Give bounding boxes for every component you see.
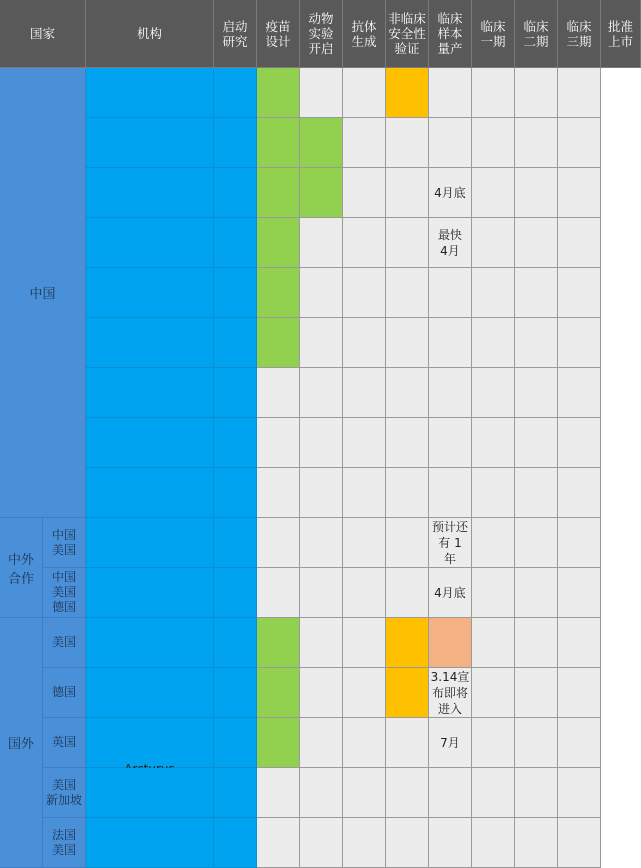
stage-cell-s5: [343, 318, 386, 368]
stage-cell-s3: [257, 68, 300, 118]
stage-cell-s8: [472, 668, 515, 718]
stage-cell-s3: [257, 618, 300, 668]
stage-cell-s8: [472, 318, 515, 368]
stage-cell-s6: [386, 818, 429, 868]
stage-cell-s3: [257, 318, 300, 368]
stage-cell-s7: [429, 618, 472, 668]
header-s1: 启动 研究: [214, 0, 257, 68]
stage-cell-s7: 7月: [429, 718, 472, 768]
stage-cell-s10: [558, 318, 601, 368]
stage-cell-s2: [214, 568, 257, 618]
stage-cell-s2: [214, 418, 257, 468]
stage-cell-s5: [343, 368, 386, 418]
country-subgroup: 法国 美国: [43, 818, 86, 868]
stage-cell-s1: [86, 818, 214, 868]
stage-cell-s3: [257, 268, 300, 318]
country-subgroup: 美国 新加坡: [43, 768, 86, 818]
stage-cell-s8: [472, 518, 515, 568]
stage-cell-s9: [515, 568, 558, 618]
header-s6: 临床 样本 量产: [429, 0, 472, 68]
stage-cell-s8: [472, 418, 515, 468]
stage-cell-s10: [558, 718, 601, 768]
stage-cell-s2: [214, 218, 257, 268]
stage-cell-s1: [86, 768, 214, 818]
header-inst: 机构: [86, 0, 214, 68]
stage-cell-s9: [515, 668, 558, 718]
stage-cell-s3: [257, 418, 300, 468]
stage-cell-s2: [214, 718, 257, 768]
stage-cell-s10: [558, 268, 601, 318]
stage-cell-s9: [515, 168, 558, 218]
stage-cell-s10: [558, 368, 601, 418]
stage-cell-s9: [515, 118, 558, 168]
header-s9: 临床 三期: [558, 0, 601, 68]
stage-cell-s3: [257, 718, 300, 768]
stage-cell-s3: [257, 468, 300, 518]
stage-cell-s7: [429, 768, 472, 818]
stage-cell-s5: [343, 418, 386, 468]
stage-cell-s1: [86, 668, 214, 718]
stage-cell-s5: [343, 268, 386, 318]
stage-cell-s4: [300, 768, 343, 818]
country-subgroup: 美国: [43, 618, 86, 668]
stage-cell-s4: [300, 818, 343, 868]
stage-cell-s2: [214, 518, 257, 568]
stage-cell-s10: [558, 568, 601, 618]
stage-cell-s3: [257, 118, 300, 168]
country-subgroup: 中国 美国 德国: [43, 568, 86, 618]
stage-cell-s5: [343, 818, 386, 868]
stage-cell-s5: [343, 568, 386, 618]
stage-cell-s9: [515, 268, 558, 318]
stage-cell-s8: [472, 268, 515, 318]
stage-cell-s10: [558, 68, 601, 118]
stage-cell-s2: [214, 768, 257, 818]
country-group: 中外 合作: [0, 518, 43, 618]
stage-cell-s3: [257, 668, 300, 718]
stage-cell-s10: [558, 518, 601, 568]
stage-cell-s4: [300, 718, 343, 768]
stage-cell-s10: [558, 618, 601, 668]
stage-cell-s4: [300, 368, 343, 418]
stage-cell-s3: [257, 168, 300, 218]
stage-cell-s5: [343, 518, 386, 568]
stage-cell-s2: [214, 118, 257, 168]
stage-cell-s4: [300, 668, 343, 718]
stage-cell-s4: [300, 418, 343, 468]
stage-cell-s1: [86, 618, 214, 668]
stage-cell-s6: [386, 318, 429, 368]
country-group: 国外: [0, 618, 43, 868]
stage-cell-s5: [343, 618, 386, 668]
stage-cell-s9: [515, 68, 558, 118]
stage-cell-s8: [472, 168, 515, 218]
stage-cell-s10: [558, 168, 601, 218]
stage-cell-s4: [300, 68, 343, 118]
stage-cell-s1: [86, 318, 214, 368]
stage-cell-s4: [300, 468, 343, 518]
stage-cell-s7: [429, 418, 472, 468]
stage-cell-s7: 4月底: [429, 168, 472, 218]
stage-cell-s4: [300, 318, 343, 368]
header-s8: 临床 二期: [515, 0, 558, 68]
header-s3: 动物 实验 开启: [300, 0, 343, 68]
stage-cell-s3: [257, 768, 300, 818]
stage-cell-s3: [257, 818, 300, 868]
stage-cell-s1: [86, 168, 214, 218]
stage-cell-s6: [386, 168, 429, 218]
header-country: 国家: [0, 0, 86, 68]
stage-cell-s1: [86, 268, 214, 318]
country-group: 中国: [0, 68, 86, 518]
stage-cell-s2: [214, 368, 257, 418]
stage-cell-s6: [386, 618, 429, 668]
stage-cell-s10: [558, 818, 601, 868]
stage-cell-s4: [300, 268, 343, 318]
stage-cell-s3: [257, 218, 300, 268]
stage-cell-s7: 3.14宣 布即将 进入: [429, 668, 472, 718]
stage-cell-s9: [515, 618, 558, 668]
stage-cell-s7: [429, 268, 472, 318]
stage-cell-s8: [472, 218, 515, 268]
stage-cell-s2: [214, 168, 257, 218]
stage-cell-s9: [515, 318, 558, 368]
stage-cell-s10: [558, 668, 601, 718]
stage-cell-s4: [300, 168, 343, 218]
stage-cell-s7: 最快 4月: [429, 218, 472, 268]
stage-cell-s9: [515, 468, 558, 518]
country-subgroup: 英国: [43, 718, 86, 768]
stage-cell-s6: [386, 68, 429, 118]
stage-cell-s1: [86, 418, 214, 468]
stage-cell-s1: [86, 468, 214, 518]
stage-cell-s8: [472, 468, 515, 518]
stage-cell-s6: [386, 468, 429, 518]
stage-cell-s10: [558, 218, 601, 268]
stage-cell-s9: [515, 218, 558, 268]
stage-cell-s5: [343, 668, 386, 718]
stage-cell-s7: [429, 118, 472, 168]
stage-cell-s2: [214, 468, 257, 518]
stage-cell-s9: [515, 768, 558, 818]
stage-cell-s7: [429, 368, 472, 418]
stage-cell-s2: [214, 618, 257, 668]
stage-cell-s4: [300, 568, 343, 618]
stage-cell-s10: [558, 768, 601, 818]
stage-cell-s5: [343, 118, 386, 168]
stage-cell-s7: [429, 818, 472, 868]
stage-cell-s8: [472, 568, 515, 618]
stage-cell-s10: [558, 118, 601, 168]
stage-cell-s6: [386, 368, 429, 418]
stage-cell-s7: 4月底: [429, 568, 472, 618]
stage-cell-s8: [472, 768, 515, 818]
stage-cell-s2: [214, 668, 257, 718]
stage-cell-s6: [386, 568, 429, 618]
stage-cell-s6: [386, 518, 429, 568]
stage-cell-s5: [343, 218, 386, 268]
stage-cell-s5: [343, 68, 386, 118]
stage-cell-s10: [558, 418, 601, 468]
header-s4: 抗体 生成: [343, 0, 386, 68]
stage-cell-s4: [300, 118, 343, 168]
country-subgroup: 中国 美国: [43, 518, 86, 568]
stage-cell-s2: [214, 318, 257, 368]
stage-cell-s3: [257, 368, 300, 418]
stage-cell-s9: [515, 718, 558, 768]
stage-cell-s5: [343, 468, 386, 518]
stage-cell-s9: [515, 418, 558, 468]
header-s10: 批准 上市: [601, 0, 641, 68]
stage-cell-s1: [86, 518, 214, 568]
stage-cell-s1: [86, 68, 214, 118]
stage-cell-s6: [386, 268, 429, 318]
stage-cell-s5: [343, 718, 386, 768]
stage-cell-s7: 预计还 有 1 年: [429, 518, 472, 568]
stage-cell-s8: [472, 68, 515, 118]
stage-cell-s8: [472, 118, 515, 168]
stage-cell-s9: [515, 818, 558, 868]
stage-cell-s7: [429, 468, 472, 518]
header-s2: 疫苗 设计: [257, 0, 300, 68]
stage-cell-s6: [386, 118, 429, 168]
stage-cell-s5: [343, 768, 386, 818]
stage-cell-s6: [386, 668, 429, 718]
stage-cell-s6: [386, 418, 429, 468]
stage-cell-s8: [472, 818, 515, 868]
stage-cell-s7: [429, 68, 472, 118]
stage-cell-s1: [86, 218, 214, 268]
stage-cell-s6: [386, 218, 429, 268]
stage-cell-s4: [300, 518, 343, 568]
country-subgroup: 德国: [43, 668, 86, 718]
stage-cell-s2: [214, 68, 257, 118]
stage-cell-s8: [472, 718, 515, 768]
stage-cell-s8: [472, 368, 515, 418]
stage-cell-s4: [300, 618, 343, 668]
stage-cell-s9: [515, 518, 558, 568]
stage-cell-s2: [214, 268, 257, 318]
header-s7: 临床 一期: [472, 0, 515, 68]
stage-cell-s9: [515, 368, 558, 418]
stage-cell-s1: [86, 118, 214, 168]
stage-cell-s6: [386, 718, 429, 768]
stage-cell-s8: [472, 618, 515, 668]
stage-cell-s1: [86, 568, 214, 618]
stage-cell-s3: [257, 518, 300, 568]
stage-cell-s2: [214, 818, 257, 868]
stage-cell-s6: [386, 768, 429, 818]
stage-cell-s10: [558, 468, 601, 518]
stage-cell-s7: [429, 318, 472, 368]
stage-cell-s1: [86, 368, 214, 418]
stage-cell-s4: [300, 218, 343, 268]
header-s5: 非临床 安全性 验证: [386, 0, 429, 68]
stage-cell-s3: [257, 568, 300, 618]
stage-cell-s5: [343, 168, 386, 218]
